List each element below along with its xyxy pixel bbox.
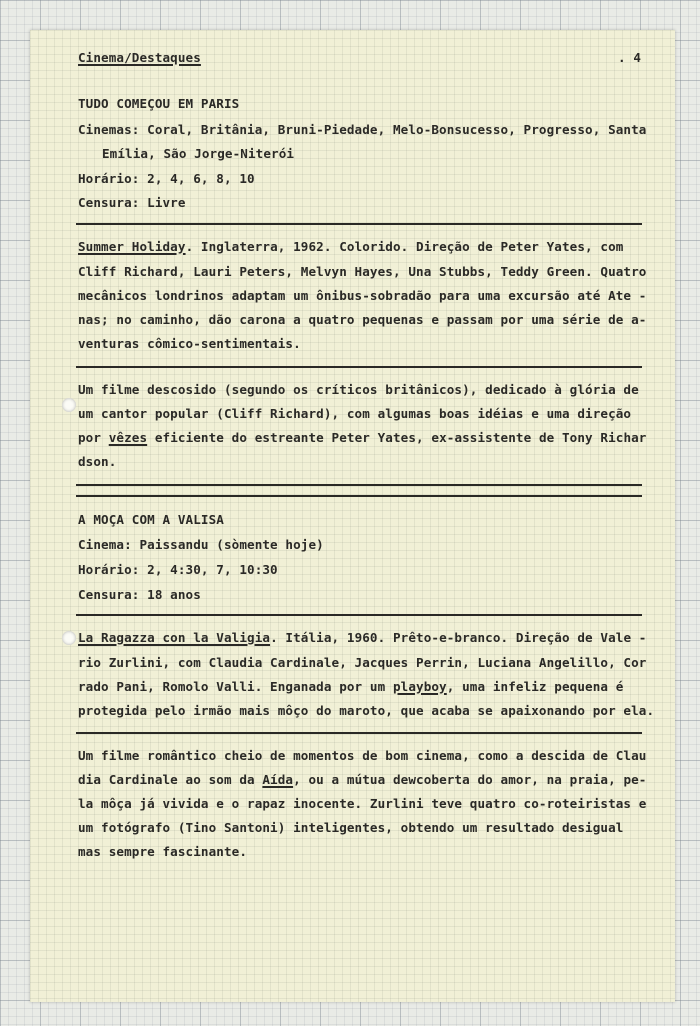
film2-review-line: um fotógrafo (Tino Santoni) inteligentes, obtendo um resultado desigual [78, 820, 624, 835]
divider-rule [76, 495, 642, 497]
underlined-word: vêzes [108, 430, 148, 445]
film1-review-line: um cantor popular (Cliff Richard), com algumas boas idéias e uma direção [78, 406, 632, 421]
film2-synopsis-line: rio Zurlini, com Claudia Cardinale, Jacques Perrin, Luciana Angelillo, Cor [78, 655, 647, 670]
film2-synopsis-line: protegida pelo irmão mais môço do maroto, que acaba se apaixonando por ela. [78, 703, 655, 718]
film2-original-title: La Ragazza con la Valigia [78, 630, 271, 645]
film1-synopsis-line: nas; no caminho, dão carona a quatro pequenas e passam por uma série de a- [78, 312, 647, 327]
film2-review-line: dia Cardinale ao som da Aída, ou a mútua dewcoberta do amor, na praia, pe- [78, 772, 647, 787]
underlined-word: Aída [262, 772, 294, 787]
typewritten-page [30, 30, 675, 1002]
punch-hole [62, 398, 76, 412]
film2-cinema: Cinema: Paissandu (sòmente hoje) [78, 537, 324, 552]
film1-schedule: Horário: 2, 4, 6, 8, 10 [78, 171, 255, 186]
film1-review-line: dson. [78, 454, 117, 469]
film1-cinemas: Cinemas: Coral, Britânia, Bruni-Piedade, Melo-Bonsucesso, Progresso, Santa [78, 122, 647, 137]
film2-synopsis-line: rado Pani, Romolo Valli. Enganada por um playboy, uma infeliz pequena é [78, 679, 624, 694]
divider-rule [76, 366, 642, 368]
film1-synopsis-line: venturas cômico-sentimentais. [78, 336, 301, 351]
page-number: . 4 [618, 50, 642, 65]
film2-schedule: Horário: 2, 4:30, 7, 10:30 [78, 562, 278, 577]
film2-rating: Censura: 18 anos [78, 587, 201, 602]
film2-synopsis-line: La Ragazza con la Valigia. Itália, 1960. Prêto-e-branco. Direção de Vale - [78, 630, 647, 645]
film1-review-line: Um filme descosido (segundo os críticos britânicos), dedicado à glória de [78, 382, 639, 397]
film1-cinemas-cont: Emília, São Jorge-Niterói [102, 146, 295, 161]
film1-synopsis-line: Summer Holiday. Inglaterra, 1962. Colorido. Direção de Peter Yates, com [78, 239, 624, 254]
film1-rating: Censura: Livre [78, 195, 186, 210]
film1-review-line: por vêzes eficiente do estreante Peter Yates, ex-assistente de Tony Richar [78, 430, 647, 445]
section-header: Cinema/Destaques [78, 50, 201, 65]
film2-review-line: la môça já vivida e o rapaz inocente. Zurlini teve quatro co-roteiristas e [78, 796, 647, 811]
divider-rule [76, 732, 642, 734]
divider-rule [76, 223, 642, 225]
film2-review-line: mas sempre fascinante. [78, 844, 248, 859]
film1-synopsis-line: mecânicos londrinos adaptam um ônibus-sobradão para uma excursão até Ate - [78, 288, 647, 303]
divider-rule [76, 614, 642, 616]
film1-title: TUDO COMEÇOU EM PARIS [78, 96, 240, 111]
divider-rule [76, 484, 642, 486]
punch-hole [62, 631, 76, 645]
film1-original-title: Summer Holiday [78, 239, 186, 254]
film1-synopsis-line: Cliff Richard, Lauri Peters, Melvyn Hayes, Una Stubbs, Teddy Green. Quatro [78, 264, 647, 279]
underlined-word: playboy [392, 679, 447, 694]
film2-title: A MOÇA COM A VALISA [78, 512, 224, 527]
film2-review-line: Um filme romântico cheio de momentos de bom cinema, como a descida de Clau [78, 748, 647, 763]
